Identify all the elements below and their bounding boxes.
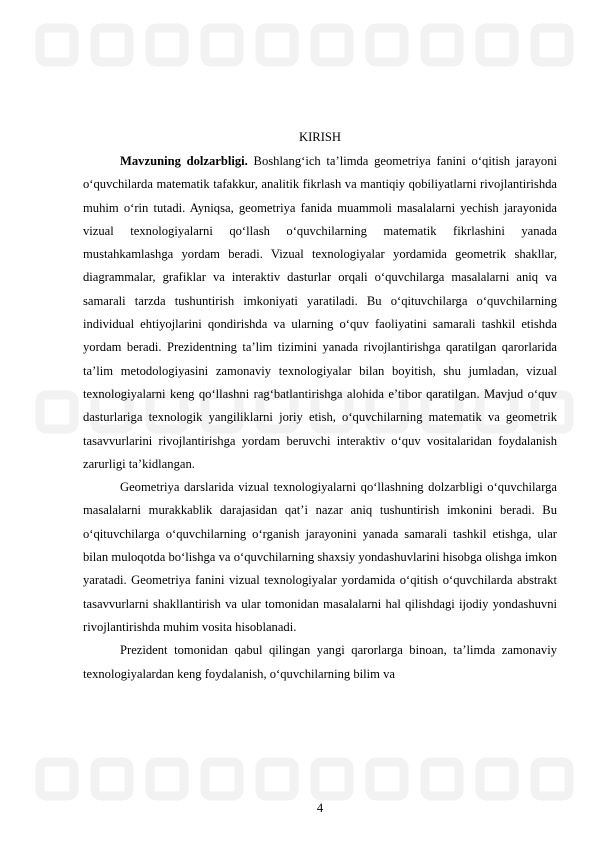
paragraph [83,639,557,686]
paragraph-text: Prezident tomonidan qabul qilingan yangi qarorlarga binoan, ta’limda zamonaviy texnologiyalardan keng foydalanish, o‘quvchilarning bilim va [83,643,557,681]
paragraph [83,150,557,476]
paragraph-text: Boshlang‘ich ta’limda geometriya fanini o‘qitish jarayoni o‘quvchilarda matematik tafakkur, analitik fikrlash va mantiqiy qobiliyatlarni rivojlantirishda muhim o‘rin tutadi. Ayniqsa, geometriya fanida muammoli masalalarni yechish jarayonida vizual texnologiyalarni qo‘llash o‘quvchilarning matematik fikrlashini yanada mustahkamlashga yordam beradi. Vizual texnologiyalar yordamida geometrik shakllar, diagrammalar, grafiklar va interaktiv dasturlar orqali o‘quvchilarga masalalarni aniq va samarali tarzda tushuntirish imkoniyati yaratiladi. Bu o‘qituvchilarga o‘quvchilarning individual ehtiyojlarini qondirishda va ularning o‘quv faoliyatini samarali tashkil etishda yordam beradi. Prezidentning ta’lim tizimini yanada rivojlantirishga qaratilgan qarorlarida ta’lim metodologiyasini zamonaviy texnologiyalar bilan boyitish, shu jumladan, vizual texnologiyalarni keng qo‘llashni rag‘batlantirishga alohida e’tibor qaratilgan. Mavjud o‘quv dasturlariga texnologik yangiliklarni joriy etish, o‘quvchilarning matematik va geometrik tasavvurlarini rivojlantirishga yordam beruvchi interaktiv o‘quv vositalaridan foydalanish zarurligi ta’kidlangan. [83,154,558,471]
paragraph [83,476,557,639]
section-heading: KIRISH [299,130,341,144]
paragraph-text: Geometriya darslarida vizual texnologiyalarni qo‘llashning dolzarbligi o‘quvchilarga masalalarni murakkablik darajasidan qat’i nazar aniq tushuntirish imkonini beradi. Bu o‘qituvchilarga o‘quvchilarning o‘rganish jarayonini yanada samarali tashkil etishga, ular bilan muloqotda bo‘lishga va o‘quvchilarning shaxsiy yondashuvlarini hisobga olishga imkon yaratadi. Geometriya fanini vizual texnologiyalar yordamida o‘qitish o‘quvchilarda abstrakt tasavvurlarni shakllantirish va ular tomonidan masalalarni hal qilishdagi ijodiy yondashuvni rivojlantirishda muhim vosita hisoblanadi. [83,480,557,634]
paragraph-lead: Mavzuning dolzarbligi. [120,154,248,168]
page-number: 4 [316,801,324,815]
body-text [83,150,557,686]
